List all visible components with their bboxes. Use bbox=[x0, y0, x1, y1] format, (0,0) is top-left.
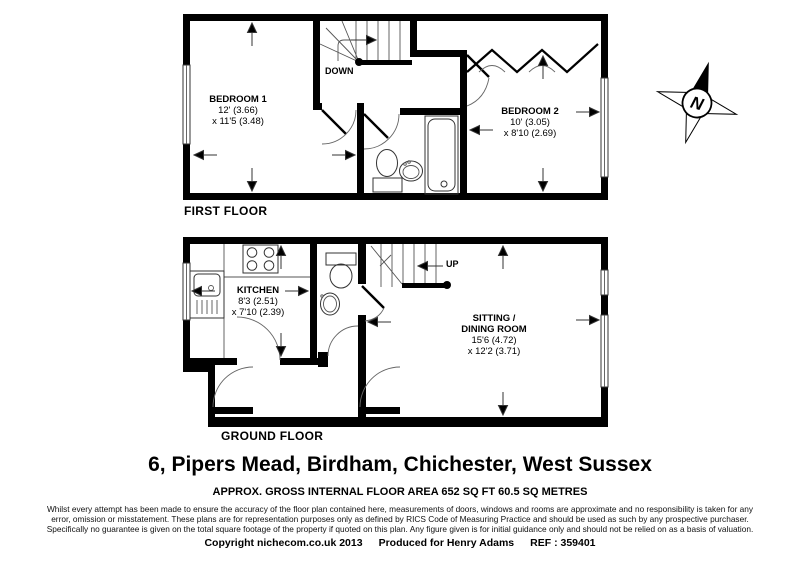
disclaimer-text bbox=[0, 504, 800, 534]
wardrobe-bifold-doors bbox=[467, 44, 598, 72]
room-dim: 15'6 (4.72) bbox=[471, 335, 517, 346]
disclaimer-line: Whilst every attempt has been made to ensure the accuracy of the floor plan contained here, measurements of doors, windows and rooms are approximate and no responsibility is taken for any bbox=[46, 504, 754, 514]
room-name: KITCHEN bbox=[236, 285, 280, 296]
disclaimer-line: error, omission or misstatement. These plans are for representation purposes only as defined by RICS Code of Measuring Practice and should be used as such by any prospective purchaser. bbox=[51, 514, 749, 524]
room-dim: 8'3 (2.51) bbox=[238, 296, 278, 307]
room-name: BEDROOM 2 bbox=[501, 106, 559, 117]
newel-post-dot bbox=[355, 58, 363, 66]
room-name: DINING ROOM bbox=[461, 324, 527, 335]
room-name: BEDROOM 1 bbox=[209, 94, 267, 105]
toilet-icon bbox=[326, 253, 356, 288]
room-dim: x 8'10 (2.69) bbox=[503, 128, 557, 139]
kitchen-label bbox=[178, 285, 338, 318]
disclaimer-line: Specifically no guarantee is given on the total square footage of the property if quoted on this plan. Any figure given is for initial guidance only and should not be relied on as a basis of valuation. bbox=[46, 524, 754, 534]
produced-for: Produced for Henry Adams bbox=[378, 537, 515, 549]
toilet-icon bbox=[373, 150, 402, 193]
room-dim: 10' (3.05) bbox=[510, 117, 550, 128]
floor-area-subtitle: APPROX. GROSS INTERNAL FLOOR AREA 652 SQ FT 60.5 SQ METRES bbox=[212, 486, 588, 498]
sitting-dining-label bbox=[414, 313, 574, 357]
ground-floor-label: GROUND FLOOR bbox=[221, 429, 324, 443]
bedroom2-label bbox=[450, 106, 610, 139]
hob-icon bbox=[243, 245, 278, 273]
room-name: SITTING / bbox=[472, 313, 516, 324]
first-floor-label: FIRST FLOOR bbox=[184, 204, 268, 218]
stairs-up-label: UP bbox=[446, 259, 459, 269]
room-dim: x 12'2 (3.71) bbox=[467, 346, 521, 357]
page-title: 6, Pipers Mead, Birdham, Chichester, West Sussex bbox=[148, 453, 652, 476]
reference-number: REF : 359401 bbox=[530, 537, 596, 549]
stairs-up-arrow-icon bbox=[418, 262, 443, 271]
room-dim: x 7'10 (2.39) bbox=[231, 307, 285, 318]
compass-north-label: N bbox=[688, 92, 706, 115]
compass-icon bbox=[646, 52, 747, 153]
room-dim: x 11'5 (3.48) bbox=[212, 116, 264, 127]
bedroom1-label bbox=[158, 94, 318, 127]
staircase-up bbox=[371, 244, 451, 289]
stairs-down-arrow-icon bbox=[351, 36, 376, 45]
room-dim: 12' (3.66) bbox=[218, 105, 258, 116]
stairs-down-label: DOWN bbox=[325, 66, 354, 76]
copyright-line bbox=[0, 537, 800, 549]
copyright-owner: Copyright nichecom.co.uk 2013 bbox=[204, 537, 363, 549]
newel-post-dot bbox=[443, 281, 451, 289]
staircase-down bbox=[320, 21, 412, 66]
basin-icon bbox=[400, 161, 423, 181]
